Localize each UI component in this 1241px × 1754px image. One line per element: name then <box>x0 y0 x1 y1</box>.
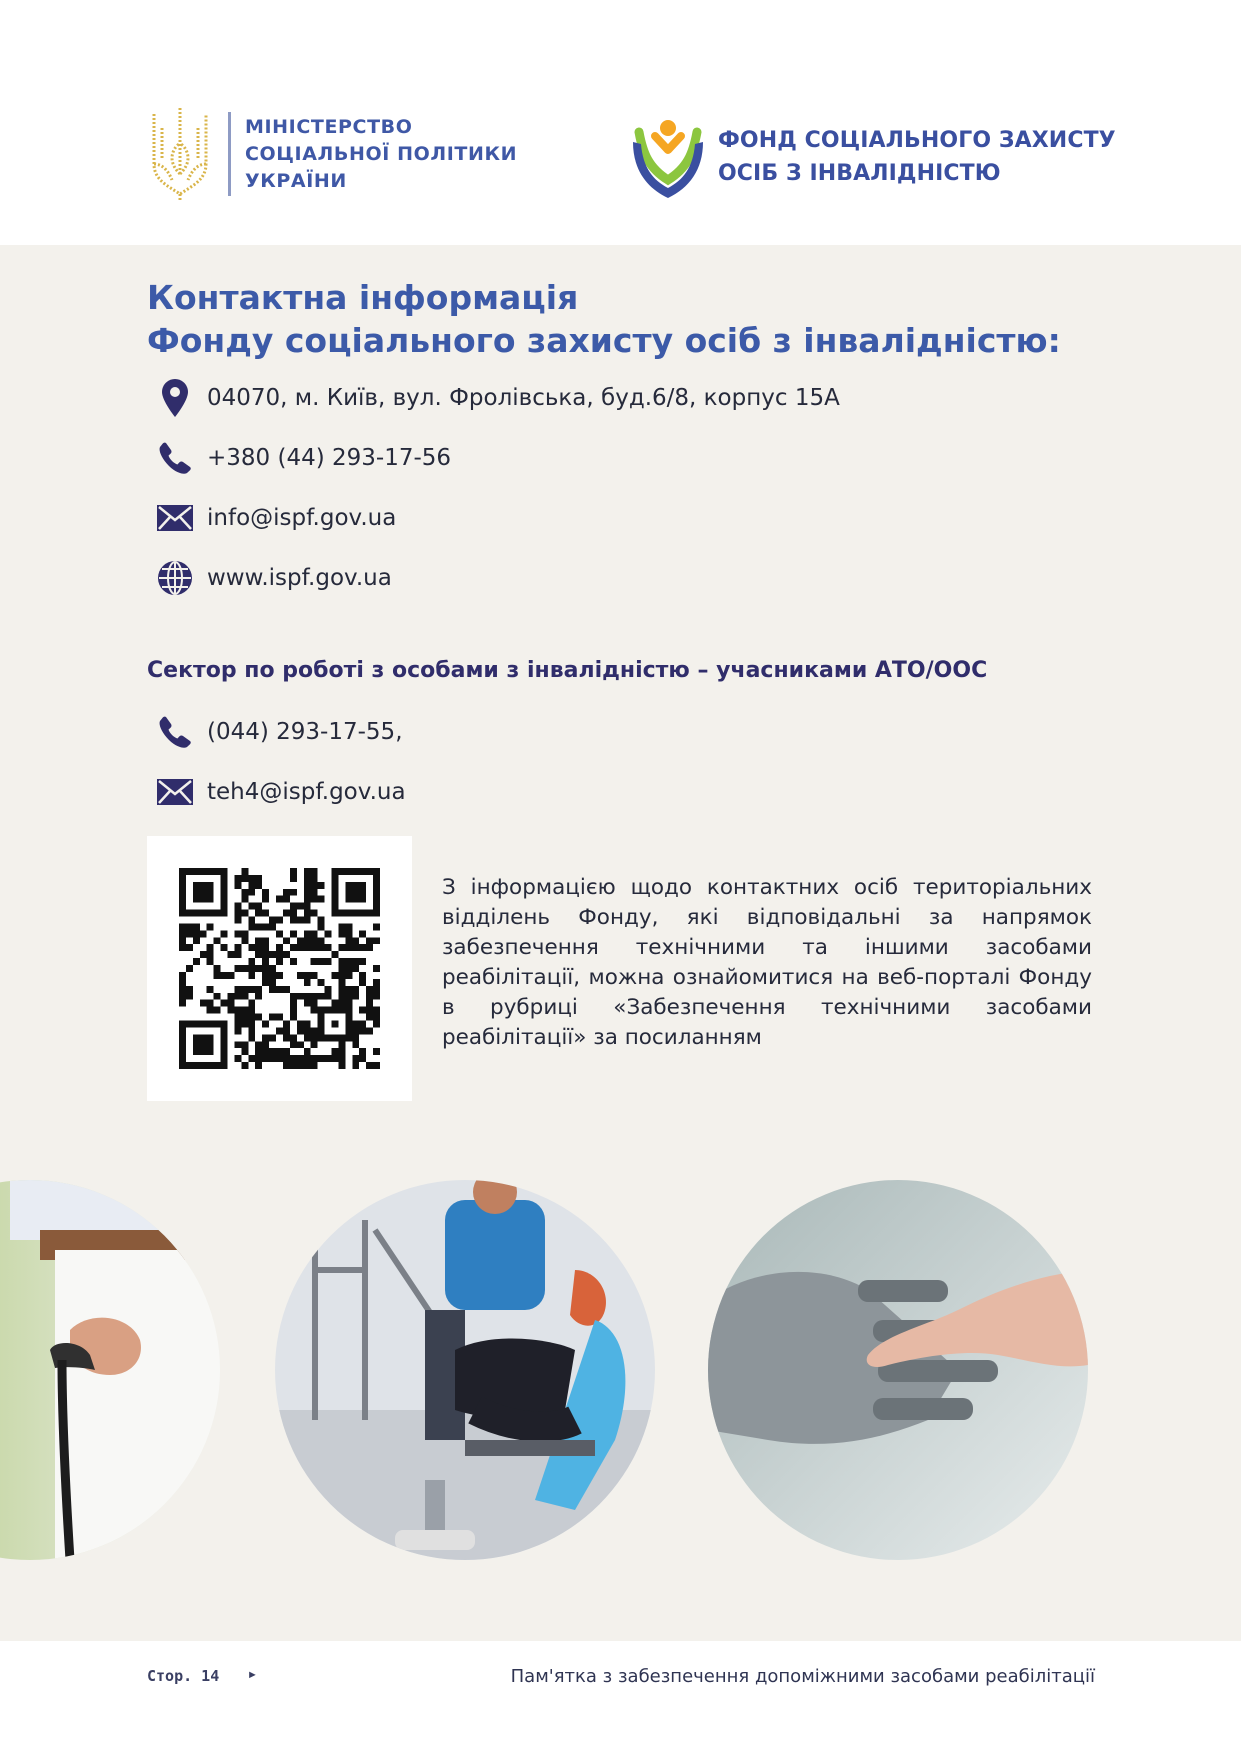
envelope-icon <box>155 772 195 812</box>
contact-website <box>155 558 392 598</box>
ministry-name-line: УКРАЇНИ <box>245 169 347 192</box>
page-title-line: Фонду соціального захисту осіб з інвалідністю: <box>147 321 1061 360</box>
ministry-logo <box>146 104 517 204</box>
arrow-right-icon: ► <box>247 1669 258 1681</box>
phone-icon <box>155 438 195 478</box>
fund-name-line: ОСІБ З ІНВАЛІДНІСТЮ <box>718 161 1001 186</box>
email-link[interactable]: info@ispf.gov.ua <box>207 505 397 531</box>
ministry-name-line: СОЦІАЛЬНОЇ ПОЛІТИКИ <box>245 142 518 165</box>
globe-icon <box>155 558 195 598</box>
fund-hands-heart-icon <box>629 114 707 200</box>
envelope-icon <box>155 498 195 538</box>
qr-code[interactable] <box>147 836 412 1101</box>
sector-phone-link[interactable]: (044) 293-17-55, <box>207 719 403 745</box>
page-number: Стор. 14 <box>147 1667 220 1685</box>
ministry-name-line: МІНІСТЕРСТВО <box>245 115 413 138</box>
fund-name-line: ФОНД СОЦІАЛЬНОГО ЗАХИСТУ <box>718 128 1116 153</box>
photo-prosthetic-hand <box>708 1180 1088 1560</box>
footer <box>0 1641 1241 1754</box>
website-link[interactable]: www.ispf.gov.ua <box>207 565 392 591</box>
footer-title: Пам'ятка з забезпечення допоміжними засобами реабілітації <box>510 1666 1095 1687</box>
photo-rehabilitation-gym <box>275 1180 655 1560</box>
sector-phone <box>155 712 403 752</box>
trident-icon <box>146 104 214 204</box>
fund-logo <box>629 114 1116 200</box>
qr-code-image <box>179 868 380 1069</box>
contact-address <box>155 378 840 418</box>
contact-email <box>155 498 396 538</box>
sector-title: Сектор по роботі з особами з інвалідністю – учасниками АТО/ООС <box>147 658 988 683</box>
info-paragraph: З інформацією щодо контактних осіб територіальних відділень Фонду, які відповідальні за напрямок забезпечення технічними та іншими засобами реабілітації, можна ознайомитися на веб-порталі Фонду в рубриці «Забезпечення технічними засобами реабілітації» за посиланням <box>442 875 1092 1050</box>
page-title-line: Контактна інформація <box>147 278 579 317</box>
contact-phone <box>155 438 451 478</box>
page-title <box>147 276 1061 362</box>
address-text: 04070, м. Київ, вул. Фролівська, буд.6/8, корпус 15А <box>207 385 840 411</box>
phone-link[interactable]: +380 (44) 293-17-56 <box>207 445 452 471</box>
sector-email-link[interactable]: teh4@ispf.gov.ua <box>207 779 406 805</box>
ministry-divider <box>228 112 231 196</box>
phone-icon <box>155 712 195 752</box>
map-pin-icon <box>155 378 195 418</box>
sector-email <box>155 772 406 812</box>
ministry-name <box>245 114 517 195</box>
fund-name <box>718 124 1116 190</box>
